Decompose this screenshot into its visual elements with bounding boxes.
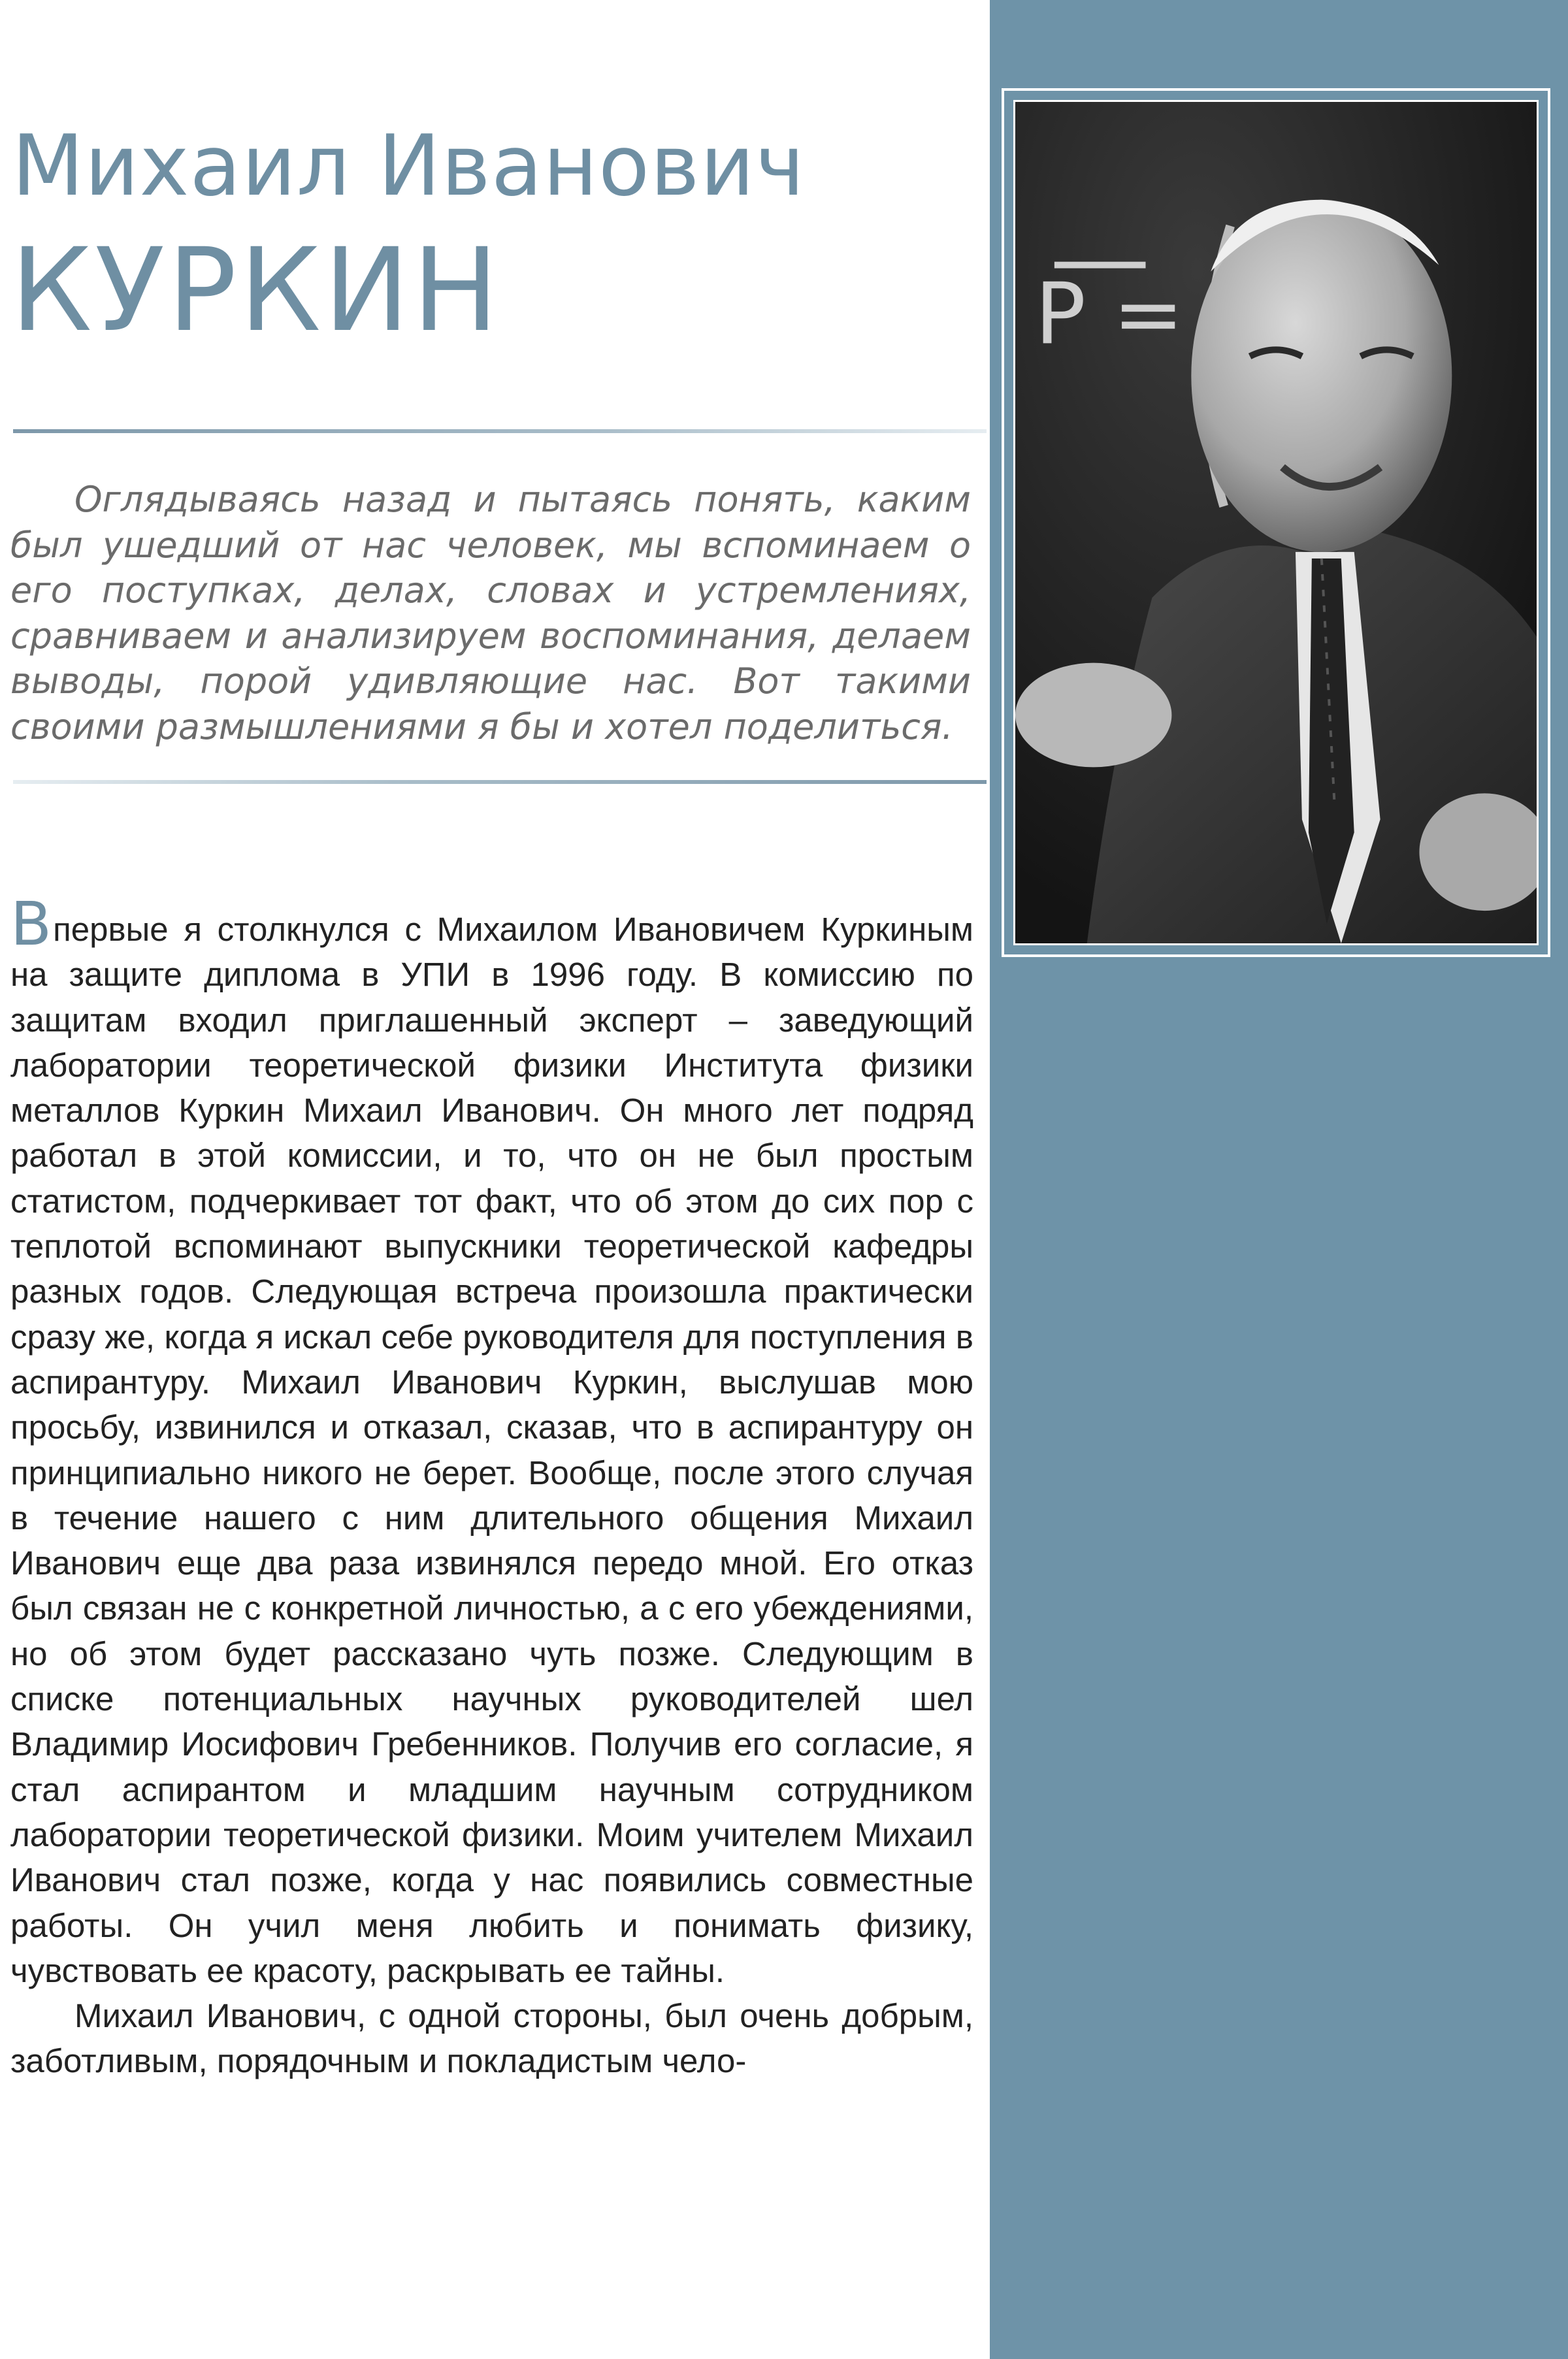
portrait-photo — [1013, 100, 1539, 945]
article-body — [10, 889, 973, 2084]
divider-top — [13, 429, 987, 433]
divider-bottom — [13, 780, 987, 784]
person-first-names: Михаил Иванович — [12, 118, 806, 215]
body-paragraph-1-text: первые я столкнулся с Михаилом Ивановичем Куркиным на защите диплома в УПИ в 1996 году. В комиссию по защитам входил приглашенный эксперт – заведующий лаборатории теоретической физики Института физики металлов Куркин Михаил Иванович. Он много лет подряд работал в этой комиссии, и то, что он не был простым статистом, подчеркивает тот факт, что об этом до сих пор с теплотой вспоминают выпускники теоретической кафедры разных годов. Следующая встреча произошла практически сразу же, когда я искал себе руководителя для поступления в аспирантуру. Михаил Иванович Куркин, выслушав мою просьбу, извинился и отказал, сказав, что в аспирантуру он принципиально никого не берет. Вообще, после этого случая в течение нашего с ним длительного общения Михаил Иванович еще два раза извинялся передо мной. Его отказ был связан не с конкретной личностью, а с его убеждениями, но об этом будет рассказано чуть позже. Следующим в списке потенциальных научных руководителей шел Владимир Иосифович Гребенников. Получив его согласие, я стал аспирантом и младшим научным сотрудником лаборатории теоретической физики. Моим учителем Михаил Иванович стал позже, когда у нас появились совместные работы. Он учил меня любить и понимать физику, чувствовать ее красоту, раскрывать ее тайны. — [10, 911, 973, 1989]
portrait-photo-frame — [1002, 88, 1550, 957]
drop-cap: В — [10, 889, 52, 959]
blackboard-formula: P = — [1034, 265, 1184, 364]
body-paragraph-2: Михаил Иванович, с одной стороны, был очень добрым, заботливым, порядочным и покладистым чело- — [10, 1997, 973, 2080]
person-surname: КУРКИН — [10, 223, 502, 357]
lead-paragraph: Оглядываясь назад и пытаясь понять, каким был ушедший от нас человек, мы вспоминаем о его поступках, делах, словах и устремлениях, сравниваем и анализируем воспоминания, делаем выводы, порой удивляющие нас. Вот такими своими размышлениями я бы и хотел поделиться. — [10, 479, 971, 747]
portrait-photo-image — [1015, 102, 1537, 943]
left-hand — [1015, 663, 1171, 768]
body-paragraph-1 — [10, 889, 973, 1993]
